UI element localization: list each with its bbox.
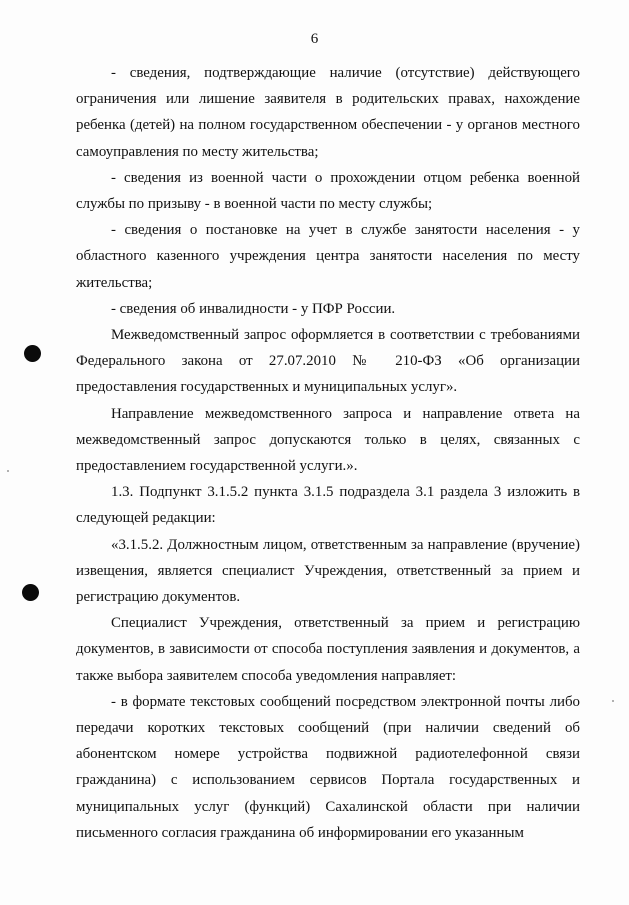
paragraph-amendment-1-3: 1.3. Подпункт 3.1.5.2 пункта 3.1.5 подраздела 3.1 раздела 3 изложить в следующей редакции: — [76, 484, 580, 527]
scan-artifact — [7, 470, 9, 472]
page-number: 6 — [310, 31, 319, 47]
punch-hole-mark — [24, 345, 41, 362]
scan-artifact — [612, 700, 614, 702]
paragraph-info-military-service: - сведения из военной части о прохождении отцом ребенка военной службы по призыву - в военной части по месту службы; — [76, 169, 580, 213]
document-body — [76, 60, 580, 846]
paragraph-info-parental-rights: - сведения, подтверждающие наличие (отсутствие) действующего ограничения или лишение заявителя в родительских правах, нахождение ребенка (детей) на полном государственном обеспечении - у органов местного самоуправления по месту жительства; — [76, 65, 580, 160]
punch-hole-mark — [22, 584, 39, 601]
paragraph-info-disability: - сведения об инвалидности - у ПФР России. — [111, 300, 396, 317]
paragraph-info-employment-service: - сведения о постановке на учет в службе занятости населения - у областного казенного учреждения центра занятости населения по месту жительства; — [76, 222, 580, 291]
paragraph-clause-3-1-5-2: «3.1.5.2. Должностным лицом, ответственным за направление (вручение) извещения, является специалист Учреждения, ответственный за прием и регистрацию документов. — [76, 536, 580, 606]
paragraph-specialist-sends: Специалист Учреждения, ответственный за прием и регистрацию документов, в зависимости от способа поступления заявления и документов, а также выбора заявителем способа уведомления направляет: — [76, 615, 580, 684]
paragraph-interagency-request-purpose: Направление межведомственного запроса и направление ответа на межведомственный запрос допускаются только в целях, связанных с предоставлением государственной услуги.». — [76, 405, 580, 475]
paragraph-text-messages: - в формате текстовых сообщений посредством электронной почты либо передачи коротких текстовых сообщений (при наличии сведений об абонентском номере устройства подвижной радиотелефонной связи гражданина) с использованием сервисов Портала государственных и муниципальных услуг (функций) Сахалинской области при наличии письменного согласия гражданина об информировании его указанным — [76, 693, 580, 841]
paragraph-interagency-request-law: Межведомственный запрос оформляется в соответствии с требованиями Федерального закона от 27.07.2010 № 210-ФЗ «Об организации предоставления государственных и муниципальных услуг». — [76, 327, 580, 396]
